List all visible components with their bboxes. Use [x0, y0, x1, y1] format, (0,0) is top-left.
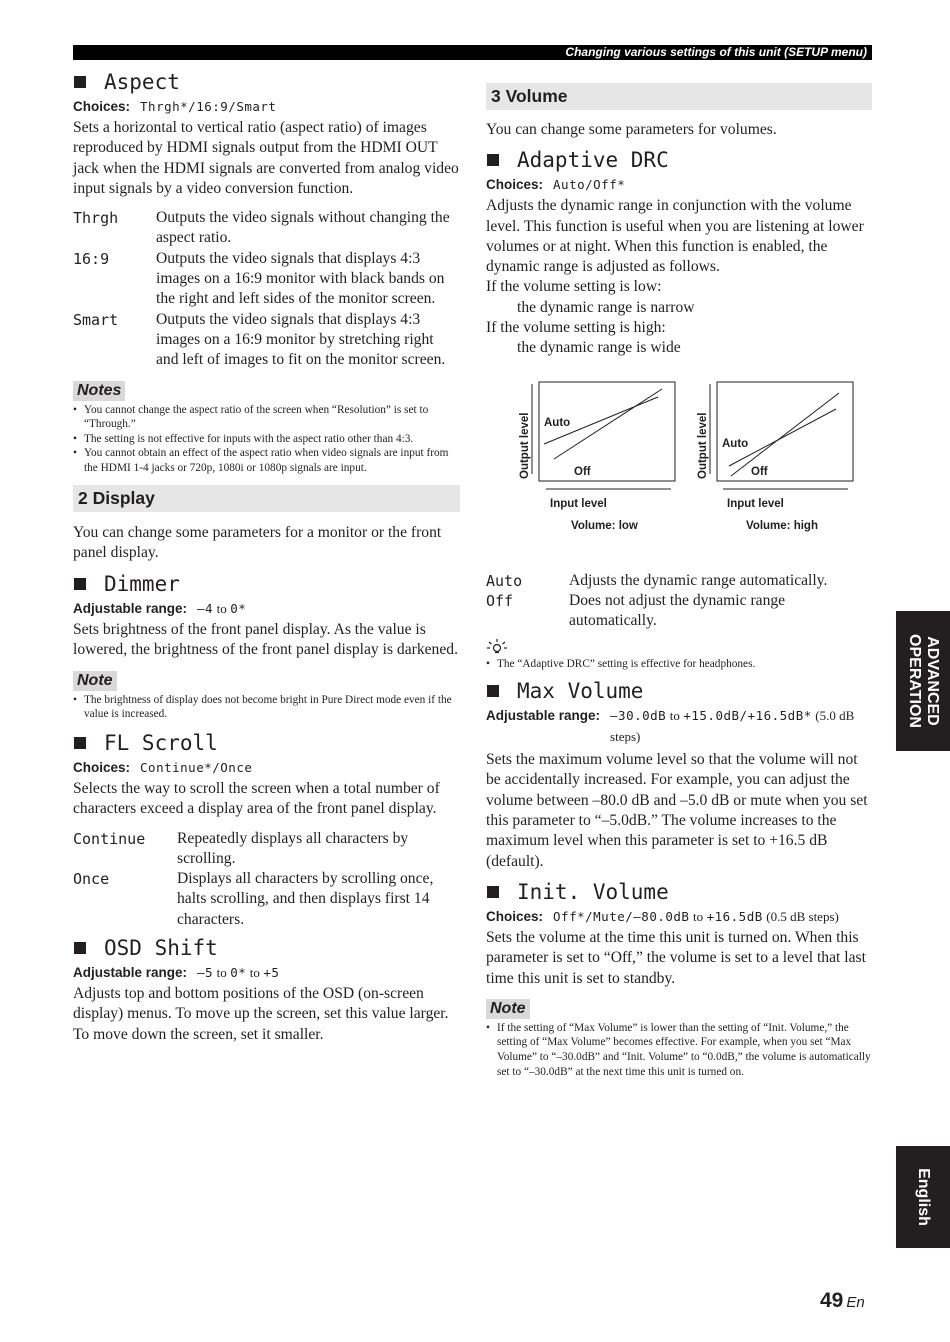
cond-high: If the volume setting is high: — [486, 319, 666, 337]
square-bullet-icon — [487, 886, 499, 898]
volume-intro: You can change some parameters for volumes. — [486, 121, 777, 138]
adaptive-drc-heading: Adaptive DRC — [486, 148, 872, 172]
init-volume-desc: Sets the volume at the time this unit is turned on. When this parameter is set to “Off,” the volume is set to a level that last time this unit is set to standby. — [486, 928, 866, 987]
graph-high-off-label: Off — [751, 465, 768, 478]
graph-high-xlabel: Input level — [727, 497, 784, 510]
cond-low: If the volume setting is low: — [486, 278, 662, 296]
option-row: Continue Repeatedly displays all characters by scrolling. — [73, 829, 409, 867]
page-number: 49 En — [820, 1289, 865, 1312]
side-tab-advanced-operation: ADVANCED OPERATION — [896, 611, 950, 751]
aspect-choices: Choices: Thrgh*/16:9/Smart — [73, 99, 277, 114]
init-volume-notes — [486, 1021, 872, 1079]
osd-shift-range: Adjustable range: –5 to 0* to +5 — [73, 964, 280, 980]
note-item: • You cannot obtain an effect of the aspect ratio when video signals are input from the HDMI 1-4 jacks or 720p, 1080i or 1080p signals are input. — [73, 446, 460, 475]
drc-graph-svg — [486, 381, 872, 576]
res-high: the dynamic range is wide — [517, 339, 681, 357]
init-volume-heading: Init. Volume — [486, 880, 872, 904]
graph-low-frame — [539, 382, 675, 481]
dimmer-notes — [73, 693, 460, 722]
option-row: Thrgh Outputs the video signals without changing the aspect ratio. — [73, 209, 450, 247]
dimmer-desc: Sets brightness of the front panel display. As the value is lowered, the brightness of the front panel display is darkened. — [73, 621, 458, 659]
section-display: 2 Display — [73, 485, 460, 512]
tip-lightbulb-icon — [486, 638, 872, 659]
option-row: Off Does not adjust the dynamic range automatically. — [486, 591, 786, 630]
note-tag: Note — [73, 671, 117, 691]
init-volume-choices: Choices: Off*/Mute/–80.0dB to +16.5dB (0.5 dB steps) — [486, 908, 839, 924]
graph-low-xlabel: Input level — [550, 497, 607, 510]
max-volume-range: Adjustable range: –30.0dB to +15.0dB/+16.5dB* (5.0 dB steps) — [486, 708, 855, 745]
graph-high-caption: Volume: high — [746, 519, 818, 532]
option-row: 16:9 Outputs the video signals that displays 4:3 images on a 16:9 monitor with black bands on the right and left sides of the monitor screen. — [73, 249, 445, 308]
graph-low-off-label: Off — [574, 465, 591, 478]
graph-low-caption: Volume: low — [571, 519, 638, 532]
note-item: • The setting is not effective for inputs with the aspect ratio other than 4:3. — [73, 432, 460, 447]
square-bullet-icon — [487, 685, 499, 697]
note-item: • You cannot change the aspect ratio of the screen when “Resolution” is set to “Through.” — [73, 403, 460, 432]
osd-shift-desc: Adjusts top and bottom positions of the OSD (on-screen display) menus. To move up the screen, set this value larger. To move down the screen, set it smaller. — [73, 984, 449, 1043]
dimmer-heading: Dimmer — [73, 572, 460, 596]
res-low: the dynamic range is narrow — [517, 298, 695, 316]
max-volume-desc: Sets the maximum volume level so that the volume will not be accidentally increased. For example, you can adjust the volume between –80.0 dB and –5.0 dB or mute when you set this parameter to “–5.0dB.” The volume increases to the maximum level when this parameter is set to +16.5 dB (default). — [486, 751, 868, 870]
square-bullet-icon — [74, 578, 86, 590]
adaptive-drc-choices: Choices: Auto/Off* — [486, 177, 626, 193]
right-column — [486, 83, 872, 1079]
square-bullet-icon — [487, 154, 499, 166]
tip-item: • The “Adaptive DRC” setting is effective for headphones. — [486, 657, 872, 672]
drc-graphs — [486, 381, 872, 576]
left-column — [73, 70, 460, 1045]
fl-scroll-options — [73, 829, 460, 930]
note-item: • The brightness of display does not become bright in Pure Direct mode even if the value is increased. — [73, 693, 460, 722]
fl-scroll-desc: Selects the way to scroll the screen when a total number of characters exceed a display area of the front panel display. — [73, 779, 440, 818]
fl-scroll-heading: FL Scroll — [73, 731, 460, 755]
page-header: Changing various settings of this unit (SETUP menu) — [73, 45, 872, 60]
graph-low-auto-label: Auto — [544, 416, 571, 429]
aspect-options — [73, 208, 460, 370]
osd-shift-heading: OSD Shift — [73, 936, 460, 960]
option-row: Once Displays all characters by scrolling once, halts scrolling, and then displays first 14 characters. — [73, 870, 434, 928]
side-tab-english: English — [896, 1146, 950, 1248]
dimmer-range: Adjustable range: –4 to 0* — [73, 601, 247, 617]
graph-high-ylabel: Output level — [697, 412, 709, 479]
max-volume-heading: Max Volume — [486, 679, 872, 703]
square-bullet-icon — [74, 942, 86, 954]
square-bullet-icon — [74, 76, 86, 88]
adaptive-drc-desc: Adjusts the dynamic range in conjunction with the volume level. This function is useful when you are listening at lower volumes or at night. When this function is enabled, the dynamic range is adjusted as follows. — [486, 197, 864, 276]
graph-high-auto-label: Auto — [722, 437, 749, 450]
option-row: Auto Adjusts the dynamic range automatically. — [486, 571, 828, 590]
adaptive-drc-tip — [486, 657, 872, 672]
note-tag: Note — [486, 999, 530, 1019]
adaptive-drc-options — [486, 571, 872, 632]
aspect-heading: Aspect — [73, 70, 460, 94]
section-volume: 3 Volume — [486, 83, 872, 110]
square-bullet-icon — [74, 737, 86, 749]
graph-high-frame — [717, 382, 853, 481]
display-intro: You can change some parameters for a monitor or the front panel display. — [73, 523, 442, 561]
notes-tag: Notes — [73, 381, 125, 401]
aspect-desc: Sets a horizontal to vertical ratio (aspect ratio) of images reproduced by HDMI signals output from the HDMI OUT jack when the HDMI signals are converted from analog video input signals by a video conversion function. — [73, 119, 459, 197]
fl-scroll-choices: Choices: Continue*/Once — [73, 759, 253, 775]
option-row: Smart Outputs the video signals that displays 4:3 images on a 16:9 monitor by stretching right and left of images to fit on the monitor screen. — [73, 310, 446, 369]
note-item: • If the setting of “Max Volume” is lower than the setting of “Init. Volume,” the setting of “Max Volume” becomes effective. For example, when you set “Max Volume” to “–30.0dB” and “Init. Volume” to “0.0dB,” the volume is automatically set to “–30.0dB” at the next time this unit is turned on. — [486, 1021, 872, 1079]
aspect-notes — [73, 403, 460, 476]
graph-low-ylabel: Output level — [519, 412, 531, 479]
